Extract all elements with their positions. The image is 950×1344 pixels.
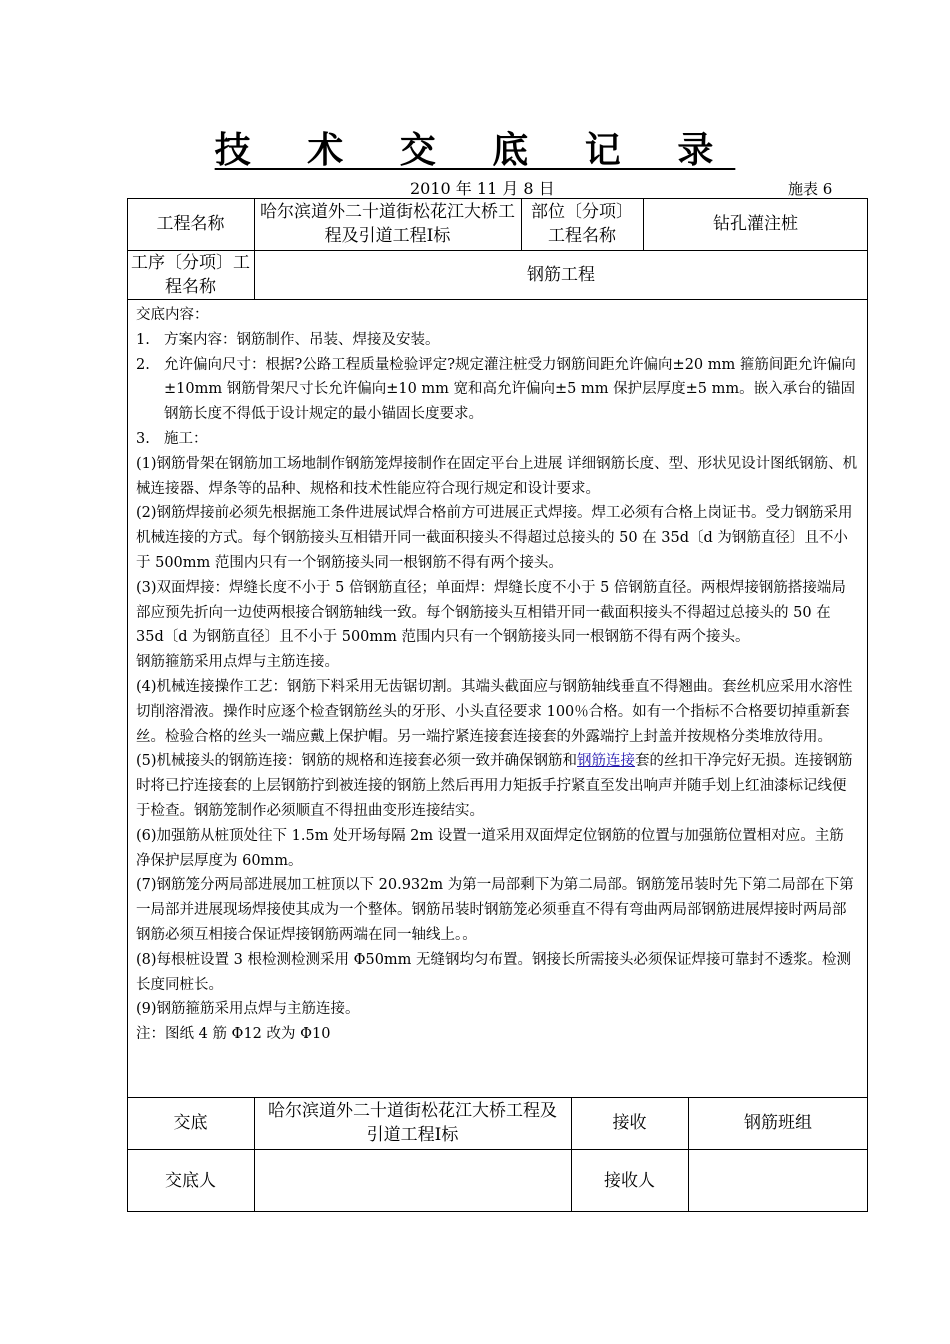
content-item-3 <box>136 427 858 452</box>
handover-unit: 哈尔滨道外二十道街松花江大桥工程及引道工程Ⅰ标 <box>268 1101 557 1145</box>
col-divider <box>521 198 522 250</box>
content-paragraph <box>136 749 858 823</box>
receiver-label: 接收人 <box>604 1170 655 1191</box>
content-heading: 交底内容： <box>136 307 209 323</box>
content-paragraph: (4)机械连接操作工艺：钢筋下料采用无齿锯切割。其端头截面应与钢筋轴线垂直不得翘曲。套丝机应采用水溶性切削溶滑液。操作时应逐个检查钢筋丝头的牙形、小头直径要求 100％合格。如有一个指标不合格要切掉重新套丝。检验合格的丝头一端应戴上保护帽。另一端拧紧连接套连接套的外露端拧上封盖并按规格分类堆放待用。 <box>136 678 853 745</box>
content-paragraph: (8)每根桩设置 3 根检测检测采用 Φ50mm 无缝钢均匀布置。钢接长所需接头必须保证焊接可靠封不透浆。检测长度同桩长。 <box>136 951 852 993</box>
content-paragraph: (6)加强筋从桩顶处往下 1.5m 处开场每隔 2m 设置一道采用双面焊定位钢筋的位置与加强筋位置相对应。主筋净保护层厚度为 60mm。 <box>136 827 844 869</box>
item-number: 3. <box>136 430 150 447</box>
content-paragraph: 钢筋箍筋采用点焊与主筋连接。 <box>136 654 339 671</box>
content-paragraph: (3)双面焊接：焊缝长度不小于 5 倍钢筋直径；单面焊：焊缝长度不小于 5 倍钢筋直径。两根焊接钢筋搭接端局部应预先折向一边使两根接合钢筋轴线一致。每个钢筋接头互相错开同一截面积接头不得超过总接头的 50 在 35d〔d 为钢筋直径〕且不小于 500mm 范围内只有一个钢筋接头同一根钢筋不得有两个接头。 <box>136 579 846 646</box>
row-divider <box>127 299 868 300</box>
part-label: 部位〔分项〕工程名称 <box>531 202 633 246</box>
receiver-value[interactable] <box>688 1149 868 1212</box>
content-paragraph: (9)钢筋箍筋采用点焊与主筋连接。 <box>136 1001 360 1018</box>
paragraph-text: 套的丝扣干净完好无损。连接钢筋时将已拧连接套的上层钢筋拧到被连接的钢筋上然后再用力矩扳手拧紧直至发出响声并随手划上红油漆标记线便于检查。钢筋笼制作必须顺直不得扭曲变形连接结实。 <box>136 753 853 819</box>
document-title <box>0 128 950 172</box>
content-paragraph: (1)钢筋骨架在钢筋加工场地制作钢筋笼焊接制作在固定平台上进展 详细钢筋长度、型、形状见设计图纸钢筋、机械连接器、焊条等的品种、规格和技术性能应符合现行规定和设计要求。 <box>136 455 858 497</box>
item-number: 1. <box>136 331 150 348</box>
item-number: 2. <box>136 356 150 373</box>
record-date: 2010 年 11 月 8 日 <box>410 179 555 198</box>
item-text: 施工： <box>164 430 208 447</box>
content-item-1 <box>136 328 858 353</box>
content-paragraph: (7)钢筋笼分两局部进展加工桩顶以下 20.932m 为第一局部剩下为第二局部。钢筋笼吊装时先下第二局部在下第一局部并进展现场焊接使其成为一个整体。钢筋吊装时钢筋笼必须垂直不得有弯曲两局部钢筋进展焊接时两局部钢筋必须互相接合保证焊接钢筋两端在同一轴线上。。 <box>136 877 854 943</box>
receive-unit: 钢筋班组 <box>744 1113 812 1133</box>
form-number: 施表 6 <box>788 180 833 198</box>
content-item-2 <box>136 353 858 427</box>
content-note: 注：图纸 4 筋 Φ12 改为 Φ10 <box>136 1026 331 1043</box>
item-text: 方案内容：钢筋制作、吊装、焊接及安装。 <box>164 331 440 348</box>
project-name-value: 哈尔滨道外二十道街松花江大桥工程及引道工程Ⅰ标 <box>260 202 515 246</box>
title-text: 技 术 交 底 记 录 <box>214 129 736 171</box>
process-value: 钢筋工程 <box>527 264 595 285</box>
part-value: 钻孔灌注桩 <box>713 214 798 234</box>
rebar-connection-link[interactable]: 钢筋连接 <box>577 753 636 770</box>
process-label: 工序〔分项〕工程名称 <box>131 252 250 297</box>
handover-content <box>136 303 858 1047</box>
handover-person-value[interactable] <box>254 1149 571 1212</box>
project-name-label: 工程名称 <box>156 214 225 234</box>
handover-label: 交底 <box>173 1113 208 1133</box>
content-paragraph: (2)钢筋焊接前必须先根据施工条件进展试焊合格前方可进展正式焊接。焊工必须有合格上岗证书。受力钢筋采用机械连接的方式。每个钢筋接头互相错开同一截面积接头不得超过总接头的 50 在 35d〔d 为钢筋直径〕且不小于 500mm 范围内只有一个钢筋接头同一根钢筋不得有两个接头。 <box>136 505 853 571</box>
receive-label: 接收 <box>612 1113 647 1133</box>
paragraph-text: (5)机械接头的钢筋连接：钢筋的规格和连接套必须一致并确保钢筋和 <box>136 753 578 770</box>
handover-person-label: 交底人 <box>165 1170 216 1191</box>
item-text: 允许偏向尺寸：根据?公路工程质量检验评定?规定灌注桩受力钢筋间距允许偏向±20 mm 箍筋间距允许偏向±10mm 钢筋骨架尺寸长允许偏向±10 mm 宽和高允许偏向±5 mm 保护层厚度±5 mm。嵌入承台的锚固钢筋长度不得低于设计规定的最小锚固长度要求。 <box>164 356 856 423</box>
